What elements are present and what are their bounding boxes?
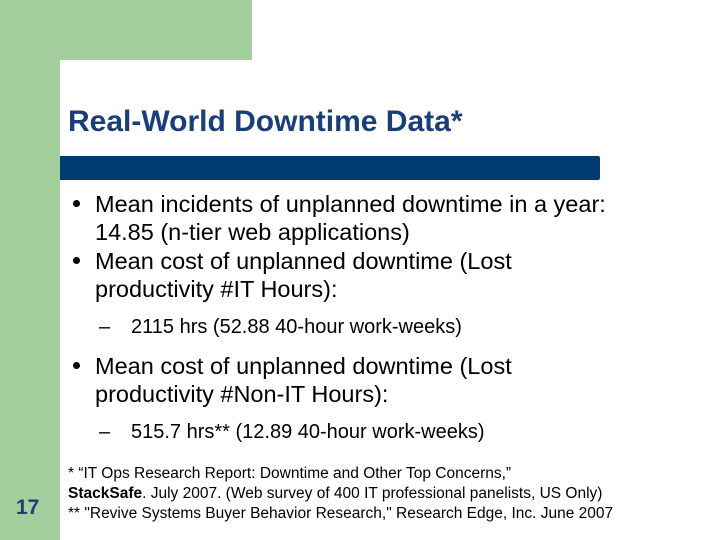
left-green-band bbox=[0, 0, 60, 540]
bullet-line: Mean incidents of unplanned downtime in a year: bbox=[95, 191, 606, 217]
footnote-line: ** "Revive Systems Buyer Behavior Research," Research Edge, Inc. June 2007 bbox=[68, 505, 614, 522]
bullet-item bbox=[70, 247, 720, 303]
dash-marker: – bbox=[99, 316, 111, 338]
sub-bullet-text: 515.7 hrs** (12.89 40-hour work-weeks) bbox=[131, 421, 485, 443]
sub-bullet-item bbox=[70, 315, 720, 339]
bullet-dot-icon bbox=[73, 362, 80, 369]
bullet-line: Mean cost of unplanned downtime (Lost bbox=[95, 248, 512, 274]
title-rule-bar bbox=[60, 156, 600, 180]
bullet-dot-icon bbox=[73, 257, 80, 264]
slide-body bbox=[70, 190, 720, 444]
top-green-block bbox=[60, 0, 252, 60]
slide-title: Real-World Downtime Data* bbox=[68, 105, 463, 138]
dash-marker: – bbox=[99, 421, 111, 443]
footnote-line bbox=[68, 484, 716, 504]
footnote-line: * “IT Ops Research Report: Downtime and Other Top Concerns,” bbox=[68, 465, 512, 482]
bullet-item bbox=[70, 190, 720, 246]
bullet-line: productivity #IT Hours): bbox=[95, 276, 338, 302]
slide-number: 17 bbox=[16, 496, 40, 519]
footnote-source-name: StackSafe bbox=[68, 485, 143, 502]
bullet-line: productivity #Non-IT Hours): bbox=[95, 381, 389, 407]
bullet-line: 14.85 (n-tier web applications) bbox=[95, 219, 410, 245]
footnote-source-detail: . July 2007. (Web survey of 400 IT professional panelists, US Only) bbox=[142, 485, 603, 502]
bullet-line: Mean cost of unplanned downtime (Lost bbox=[95, 353, 512, 379]
sub-bullet-item bbox=[70, 420, 720, 444]
bullet-dot-icon bbox=[73, 200, 80, 207]
footnote bbox=[68, 464, 716, 524]
bullet-item bbox=[70, 352, 720, 408]
sub-bullet-text: 2115 hrs (52.88 40-hour work-weeks) bbox=[131, 316, 462, 338]
